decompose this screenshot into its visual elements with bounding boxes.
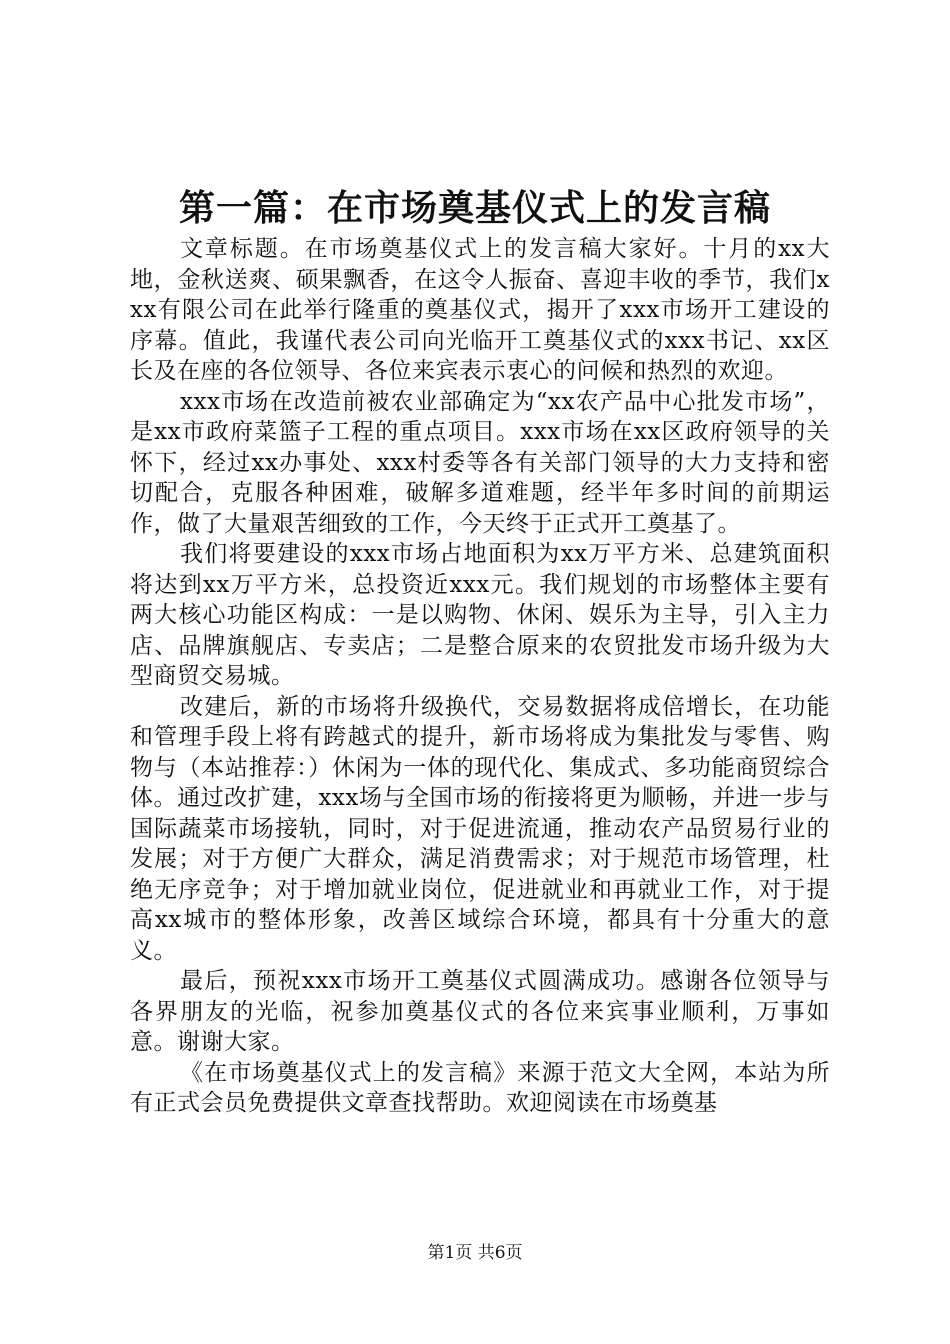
page-number-footer: 第1页 共6页 (427, 1243, 523, 1263)
paragraph-4: 改建后，新的市场将升级换代，交易数据将成倍增长，在功能和管理手段上将有跨越式的提升，新市场将成为集批发与零售、购物与（本站推荐：）休闲为一体的现代化、集成式、多功能商贸综合体。通过改扩建，xxx场与全国市场的衔接将更为顺畅，并进一步与国际蔬菜市场接轨，同时，对于促进流通，推动农产品贸易行业的发展；对于方便广大群众，满足消费需求；对于规范市场管理，杜绝无序竞争；对于增加就业岗位，促进就业和再就业工作，对于提高xx城市的整体形象，改善区域综合环境，都具有十分重大的意义。 (130, 693, 830, 964)
paragraph-3: 我们将要建设的xxx市场占地面积为xx万平方米、总建筑面积将达到xx万平方米，总投资近xxx元。我们规划的市场整体主要有两大核心功能区构成：一是以购物、休闲、娱乐为主导，引入主力店、品牌旗舰店、专卖店；二是整合原来的农贸批发市场升级为大型商贸交易城。 (130, 541, 830, 689)
paragraph-2: xxx市场在改造前被农业部确定为“xx农产品中心批发市场”，是xx市政府菜篮子工程的重点项目。xxx市场在xx区政府领导的关怀下，经过xx办事处、xxx村委等各有关部门领导的大力支持和密切配合，克服各种困难，破解多道难题，经半年多时间的前期运作，做了大量艰苦细致的工作，今天终于正式开工奠基了。 (130, 388, 830, 537)
document-body (130, 234, 830, 1119)
paragraph-1: 文章标题。在市场奠基仪式上的发言稿大家好。十月的xx大地，金秋送爽、硕果飘香，在这令人振奋、喜迎丰收的季节，我们xxx有限公司在此举行隆重的奠基仪式，揭开了xxx市场开工建设的序幕。值此，我谨代表公司向光临开工奠基仪式的xxx书记、xx区长及在座的各位领导、各位来宾表示衷心的问候和热烈的欢迎。 (130, 236, 830, 384)
paragraph-6: 《在市场奠基仪式上的发言稿》来源于范文大全网，本站为所有正式会员免费提供文章查找帮助。欢迎阅读在市场奠基 (130, 1059, 830, 1116)
document-title: 第一篇：在市场奠基仪式上的发言稿 (178, 187, 771, 229)
paragraph-5: 最后，预祝xxx市场开工奠基仪式圆满成功。感谢各位领导与各界朋友的光临，祝参加奠基仪式的各位来宾事业顺利，万事如意。谢谢大家。 (130, 968, 830, 1055)
